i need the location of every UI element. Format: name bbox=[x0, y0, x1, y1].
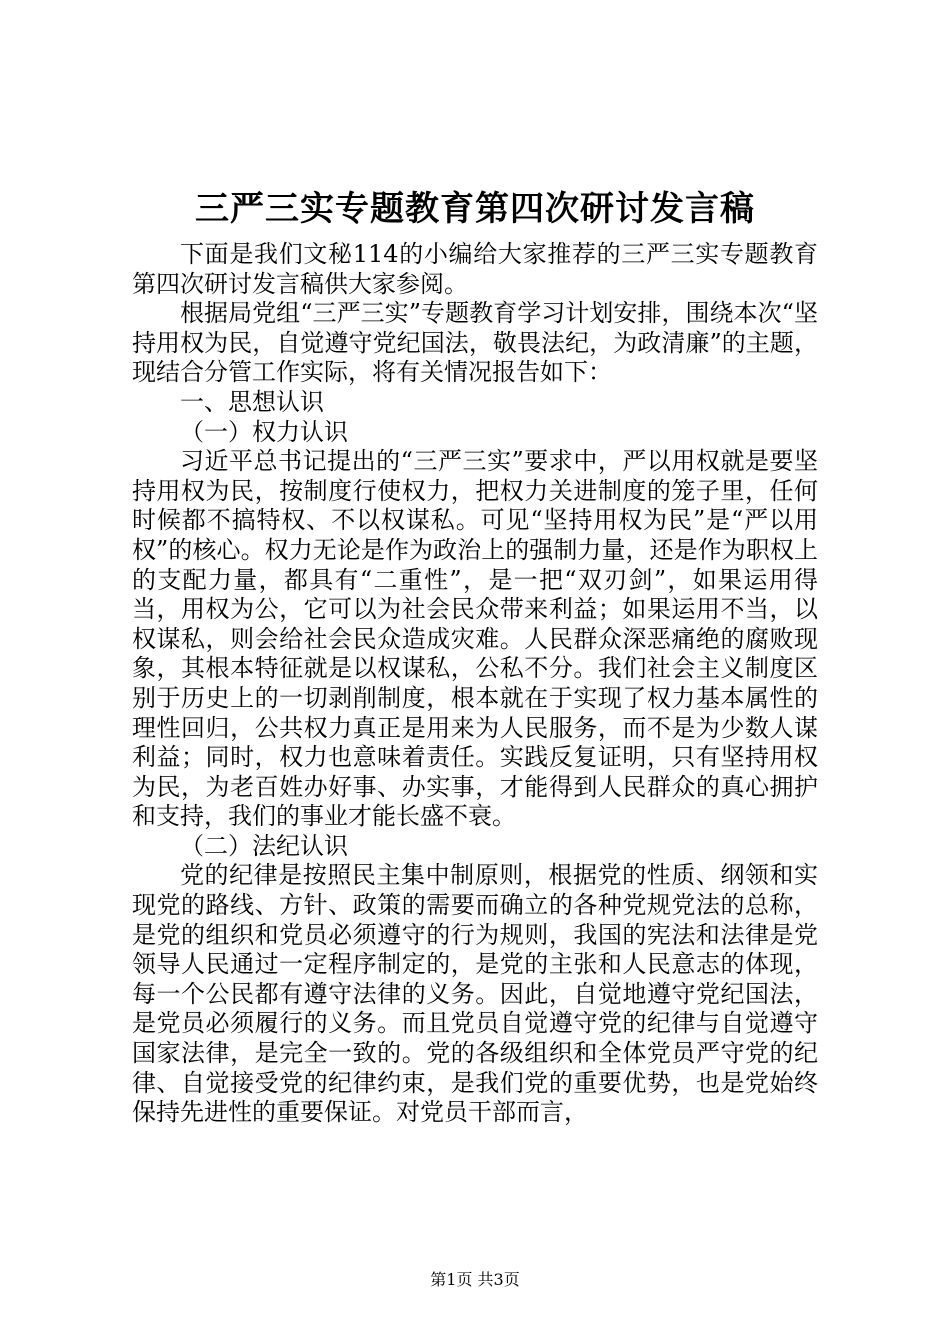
page-footer: 第1页 共3页 bbox=[430, 1270, 520, 1289]
background-paragraph: 根据局党组“三严三实”专题教育学习计划安排，围绕本次“坚持用权为民，自觉遵守党纪国法，敬畏法纪，为政清廉”的主题，现结合分管工作实际，将有关情况报告如下： bbox=[132, 299, 818, 387]
document-body bbox=[132, 240, 818, 1128]
law-paragraph: 党的纪律是按照民主集中制原则，根据党的性质、纲领和实现党的路线、方针、政策的需要而确立的各种党规党法的总称，是党的组织和党员必须遵守的行为规则，我国的宪法和法律是党领导人民通过一定程序制定的，是党的主张和人民意志的体现，每一个公民都有遵守法律的义务。因此，自觉地遵守党纪国法，是党员必须履行的义务。而且党员自觉遵守党的纪律与自觉遵守国家法律，是完全一致的。党的各级组织和全体党员严守党的纪律、自觉接受党的纪律约束，是我们党的重要优势，也是党始终保持先进性的重要保证。对党员干部而言， bbox=[132, 861, 818, 1127]
subsection-heading-power: （一）权力认识 bbox=[180, 417, 348, 446]
intro-paragraph: 下面是我们文秘114的小编给大家推荐的三严三实专题教育第四次研讨发言稿供大家参阅。 bbox=[132, 240, 818, 298]
document-title: 三严三实专题教育第四次研讨发言稿 bbox=[195, 189, 755, 229]
subsection-heading-law: （二）法纪认识 bbox=[180, 831, 348, 860]
power-paragraph: 习近平总书记提出的“三严三实”要求中，严以用权就是要坚持用权为民，按制度行使权力，把权力关进制度的笼子里，任何时候都不搞特权、不以权谋私。可见“坚持用权为民”是“严以用权”的核心。权力无论是作为政治上的强制力量，还是作为职权上的支配力量，都具有“二重性”，是一把“双刃剑”，如果运用得当，用权为公，它可以为社会民众带来利益；如果运用不当，以权谋私，则会给社会民众造成灾难。人民群众深恶痛绝的腐败现象，其根本特征就是以权谋私，公私不分。我们社会主义制度区别于历史上的一切剥削制度，根本就在于实现了权力基本属性的理性回归，公共权力真正是用来为人民服务，而不是为少数人谋利益；同时，权力也意味着责任。实践反复证明，只有坚持用权为民，为老百姓办好事、办实事，才能得到人民群众的真心拥护和支持，我们的事业才能长盛不衰。 bbox=[132, 447, 818, 831]
section-heading-thinking: 一、思想认识 bbox=[180, 387, 324, 416]
